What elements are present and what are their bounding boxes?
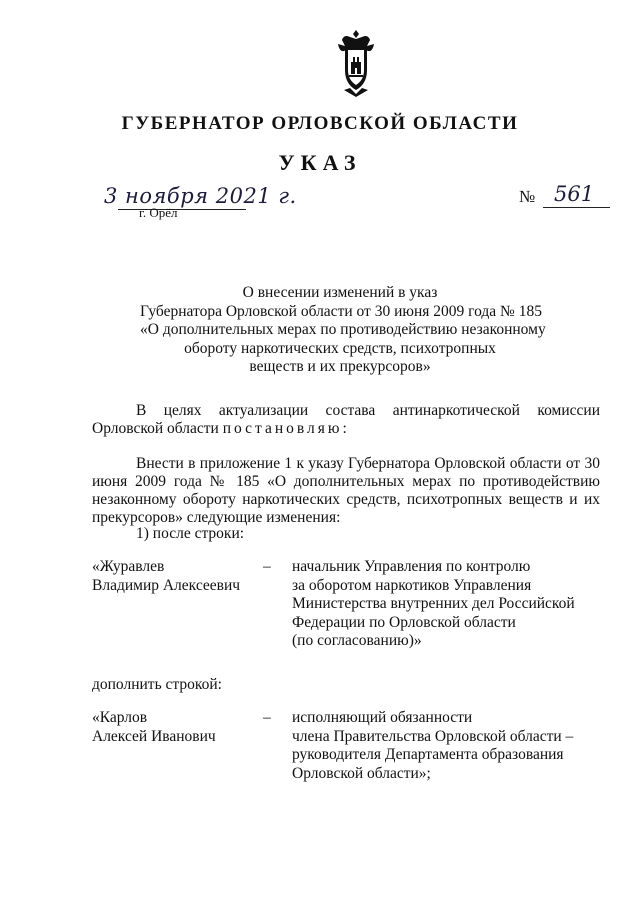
official-position bbox=[292, 558, 575, 651]
oryol-oblast-coat-of-arms-icon bbox=[336, 28, 376, 98]
position-line: (по согласованию)» bbox=[292, 632, 422, 649]
given-names: Владимир Алексеевич bbox=[92, 576, 241, 594]
number-underline bbox=[543, 207, 610, 208]
document-subject bbox=[140, 284, 546, 377]
position-line: начальник Управления по контролю bbox=[292, 558, 531, 575]
supplement-label: дополнить строкой: bbox=[92, 676, 222, 693]
subject-line: обороту наркотических средств, психотропных bbox=[184, 339, 496, 357]
position-line: Орловской области»; bbox=[292, 764, 431, 782]
subject-line: О внесении изменений в указ bbox=[242, 284, 438, 301]
position-line: Министерства внутренних дел Российской bbox=[292, 595, 575, 612]
city-label: г. Орёл bbox=[139, 205, 178, 220]
position-line: члена Правительства Орловской области – bbox=[292, 727, 574, 745]
subject-line: «О дополнительных мерах по противодействию незаконному bbox=[140, 321, 546, 338]
item-1-label: 1) после строки: bbox=[136, 525, 245, 542]
official-name bbox=[92, 558, 240, 595]
decree-word: постановляю: bbox=[222, 420, 350, 437]
document-type-heading: УКАЗ bbox=[278, 150, 362, 175]
official-position bbox=[292, 709, 573, 783]
position-line: за оборотом наркотиков Управления bbox=[292, 576, 532, 594]
preamble-paragraph bbox=[92, 402, 600, 438]
position-line: Федерации по Орловской области bbox=[292, 613, 516, 631]
position-line: исполняющий обязанности bbox=[292, 709, 473, 726]
surname: «Журавлев bbox=[92, 558, 165, 575]
given-names: Алексей Иванович bbox=[92, 727, 216, 745]
position-line: руководителя Департамента образования bbox=[292, 746, 564, 763]
number-label: № bbox=[519, 187, 536, 206]
official-name bbox=[92, 709, 216, 746]
separator-dash: – bbox=[263, 558, 271, 575]
surname: «Карлов bbox=[92, 709, 148, 726]
organization-title: ГУБЕРНАТОР ОРЛОВСКОЙ ОБЛАСТИ bbox=[121, 113, 519, 134]
handwritten-number: 561 bbox=[554, 182, 595, 206]
preamble-text: В целях актуализации состава антинаркотической комиссии Орловской области bbox=[92, 402, 600, 437]
date-underline bbox=[118, 209, 246, 210]
subject-line: Губернатора Орловской области от 30 июня 2009 года № 185 bbox=[140, 302, 542, 320]
main-clause-paragraph: Внести в приложение 1 к указу Губернатора Орловской области от 30 июня 2009 года № 185 «О дополнительных мерах по противодействию незаконному обороту наркотических средств, психотропных веществ и их прекурсоров» следующие изменения: bbox=[92, 455, 600, 526]
handwritten-date: 3 ноября 2021 г. bbox=[104, 184, 297, 208]
subject-line: веществ и их прекурсоров» bbox=[249, 358, 431, 375]
separator-dash: – bbox=[263, 709, 271, 726]
